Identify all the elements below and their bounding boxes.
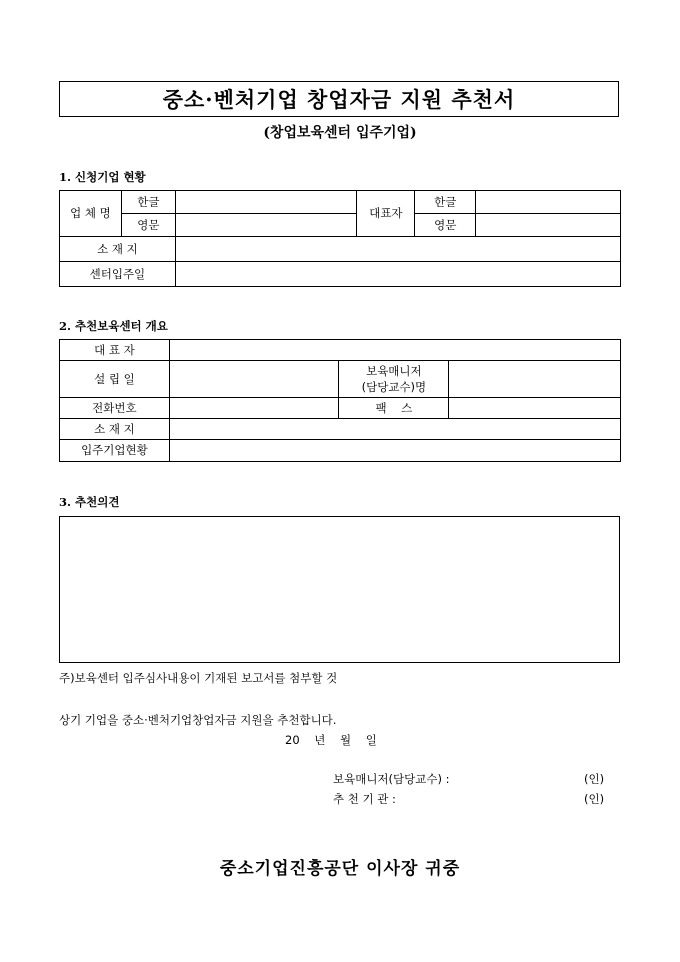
rep-korean-label: 한글 (415, 191, 476, 214)
attachment-note: 주)보육센터 입주심사내용이 기재된 보고서를 첨부할 것 (59, 671, 338, 685)
applicant-location-label: 소 재 지 (60, 237, 176, 262)
applicant-representative-label: 대표자 (357, 191, 415, 237)
document-title: 중소·벤처기업 창업자금 지원 추천서 (59, 81, 619, 117)
section3-heading: 3. 추천의견 (59, 495, 120, 509)
fax-label: 팩 스 (339, 398, 449, 419)
established-date-value[interactable] (169, 361, 339, 398)
tenants-status-value[interactable] (169, 440, 620, 462)
company-english-label: 영문 (121, 214, 175, 237)
company-korean-value[interactable] (175, 191, 357, 214)
addressee: 중소기업진흥공단 이사장 귀중 (219, 859, 461, 879)
recommendation-opinion-box[interactable] (59, 516, 620, 663)
section2-heading: 2. 추천보육센터 개요 (59, 319, 168, 333)
manager-signature-label: 보육매니저(담당교수) : (333, 772, 450, 786)
section1-heading: 1. 신청기업 현황 (59, 170, 146, 184)
rep-korean-value[interactable] (476, 191, 621, 214)
phone-value[interactable] (169, 398, 339, 419)
rep-english-label: 영문 (415, 214, 476, 237)
manager-label-line1: 보육매니저 (366, 363, 422, 378)
manager-name-label (339, 361, 449, 398)
center-location-value[interactable] (169, 419, 620, 440)
phone-label: 전화번호 (60, 398, 170, 419)
established-date-label: 설 립 일 (60, 361, 170, 398)
center-location-label: 소 재 지 (60, 419, 170, 440)
manager-label-line2: (담당교수)명 (361, 379, 427, 394)
document-subtitle: (창업보육센터 입주기업) (263, 125, 417, 141)
company-name-label: 업 체 명 (60, 191, 122, 237)
tenants-status-label: 입주기업현황 (60, 440, 170, 462)
fax-value[interactable] (449, 398, 621, 419)
recommendation-statement: 상기 기업을 중소·벤처기업창업자금 지원을 추천합니다. (59, 713, 337, 727)
company-english-value[interactable] (175, 214, 357, 237)
agency-signature-label: 추 천 기 관 : (333, 792, 396, 806)
applicant-table (59, 190, 621, 287)
date-line: 20 년 월 일 (285, 733, 377, 747)
rep-english-value[interactable] (476, 214, 621, 237)
company-korean-label: 한글 (121, 191, 175, 214)
move-in-date-label: 센터입주일 (60, 262, 176, 287)
agency-seal: (인) (584, 792, 605, 806)
move-in-date-value[interactable] (175, 262, 620, 287)
manager-seal: (인) (584, 772, 605, 786)
center-representative-label: 대 표 자 (60, 340, 170, 361)
applicant-location-value[interactable] (175, 237, 620, 262)
manager-name-value[interactable] (449, 361, 621, 398)
center-representative-value[interactable] (169, 340, 620, 361)
center-table (59, 339, 621, 462)
